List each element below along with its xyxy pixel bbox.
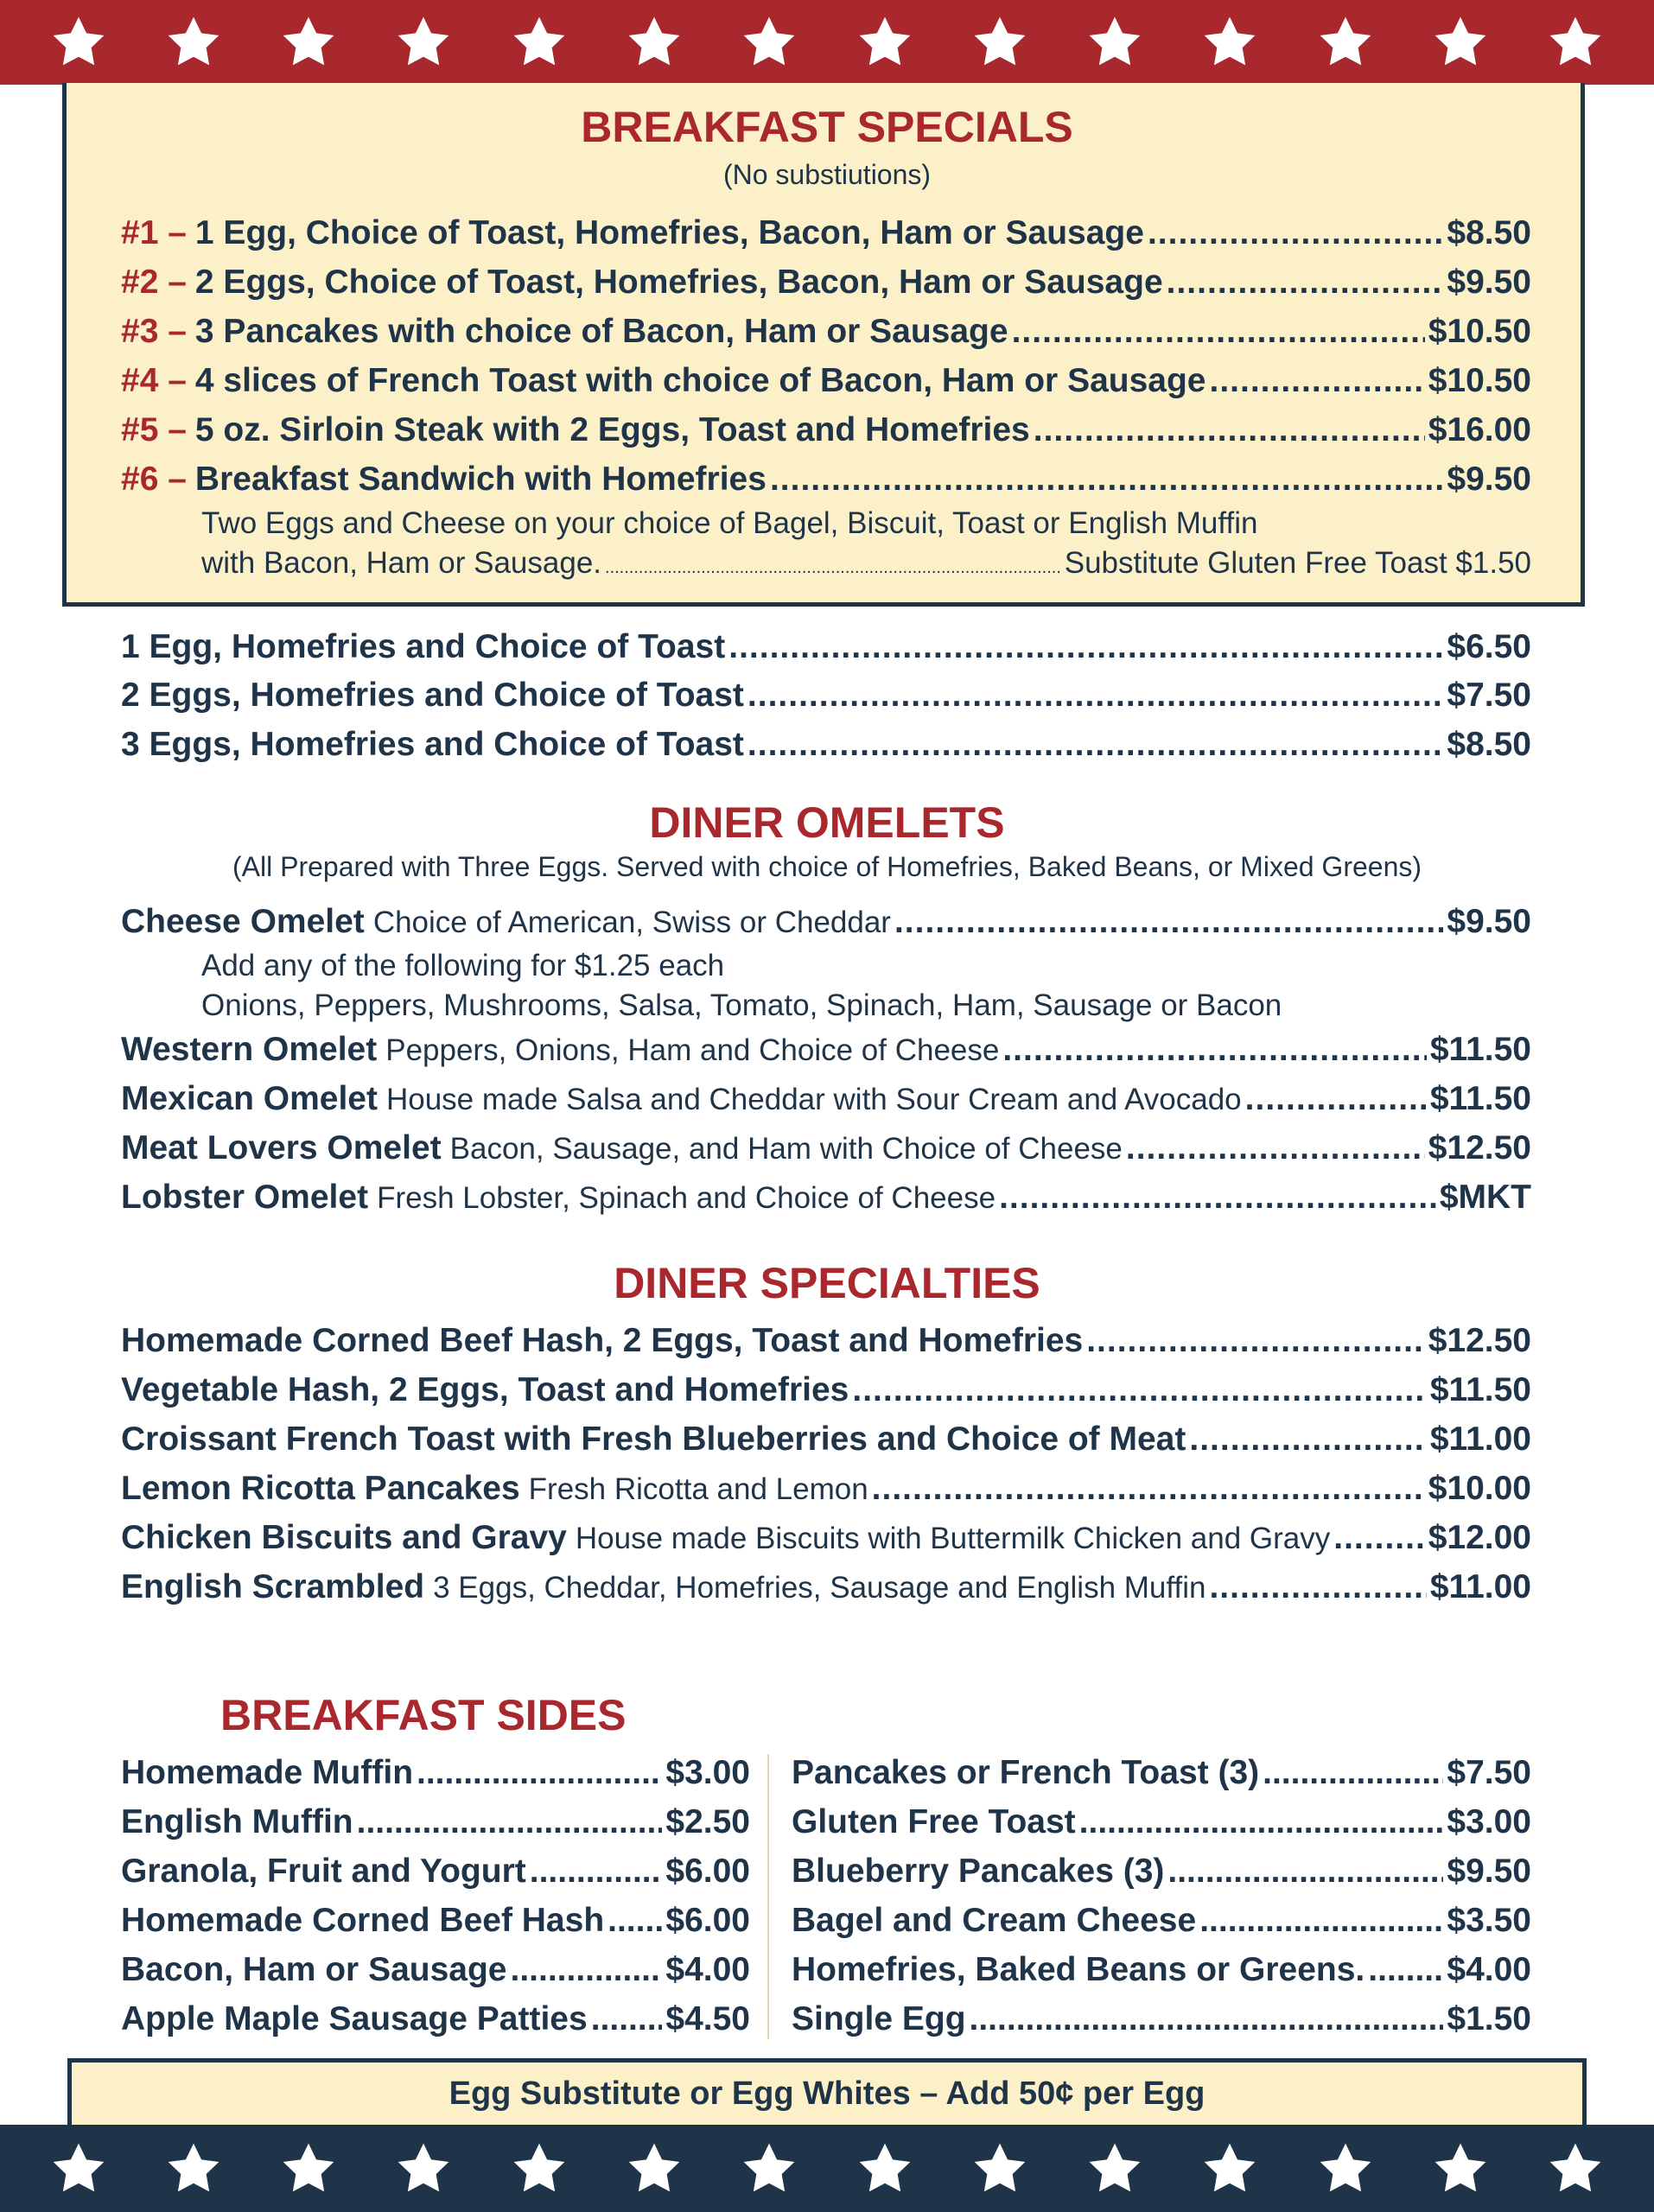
star-icon xyxy=(857,15,913,70)
specialty-desc: House made Biscuits with Buttermilk Chicken and Gravy xyxy=(575,1522,1331,1555)
omelet-price: $9.50 xyxy=(1447,903,1531,940)
dot-leader xyxy=(999,1179,1436,1217)
specialty-item-6 xyxy=(121,1568,1531,1615)
specialty-item-4 xyxy=(121,1470,1531,1516)
star-icon xyxy=(1318,2141,1373,2196)
dot-leader xyxy=(728,628,1443,666)
side-name: Homemade Muffin xyxy=(121,1754,414,1791)
omelet-item-3 xyxy=(121,1080,1531,1127)
bottom-star-band xyxy=(0,2125,1654,2212)
dot-leader xyxy=(1368,1951,1443,1989)
specialty-item-1 xyxy=(121,1322,1531,1369)
specialty-price: $12.00 xyxy=(1428,1519,1531,1556)
special-number: #3 – xyxy=(121,313,187,350)
sides-divider xyxy=(767,1754,769,2039)
side-name: English Muffin xyxy=(121,1803,353,1840)
egg-item-2 xyxy=(121,677,1531,723)
star-icon xyxy=(1548,2141,1603,2196)
special-number: #4 – xyxy=(121,362,187,399)
side-item-right-3 xyxy=(792,1853,1531,1899)
dot-leader xyxy=(1167,264,1444,302)
side-item-left-6 xyxy=(121,2000,750,2047)
specialty-price: $11.00 xyxy=(1429,1421,1531,1458)
special-number: #2 – xyxy=(121,264,187,301)
star-icon xyxy=(972,15,1027,70)
side-name: Homemade Corned Beef Hash xyxy=(121,1902,605,1939)
omelet-desc: Bacon, Sausage, and Ham with Choice of Cheese xyxy=(449,1132,1123,1166)
star-icon xyxy=(741,2141,797,2196)
special-item-3 xyxy=(121,313,1531,359)
dot-leader xyxy=(747,677,1443,715)
side-item-left-5 xyxy=(121,1951,750,1998)
special-name: 5 oz. Sirloin Steak with 2 Eggs, Toast and Homefries xyxy=(194,411,1030,448)
side-price: $9.50 xyxy=(1447,1853,1531,1890)
special-name: Breakfast Sandwich with Homefries xyxy=(194,461,767,498)
side-name: Bagel and Cream Cheese xyxy=(792,1902,1197,1939)
specialty-name: English Scrambled xyxy=(121,1568,425,1605)
omelet-addon-note: Add any of the following for $1.25 each xyxy=(201,949,725,982)
special-item-4 xyxy=(121,362,1531,409)
star-icon xyxy=(1087,2141,1142,2196)
star-icon xyxy=(396,2141,451,2196)
dot-leader xyxy=(591,2000,663,2038)
dot-leader xyxy=(1189,1421,1427,1459)
dot-leader xyxy=(852,1371,1426,1409)
dot-leader xyxy=(1210,362,1425,400)
specialty-item-2 xyxy=(121,1371,1531,1418)
special-number: #1 – xyxy=(121,214,187,251)
side-name: Bacon, Ham or Sausage xyxy=(121,1951,507,1988)
dot-leader xyxy=(970,2000,1444,2038)
side-price: $7.50 xyxy=(1447,1754,1531,1791)
omelet-desc: House made Salsa and Cheddar with Sour Cream and Avocado xyxy=(385,1083,1242,1116)
side-name: Apple Maple Sausage Patties xyxy=(121,2000,588,2037)
egg-substitute-note: Egg Substitute or Egg Whites – Add 50¢ per Egg xyxy=(67,2058,1587,2125)
dot-leader xyxy=(608,1902,662,1940)
star-icon xyxy=(627,2141,682,2196)
star-icon xyxy=(1318,15,1373,70)
specialty-item-3 xyxy=(121,1421,1531,1467)
side-price: $2.50 xyxy=(665,1803,750,1840)
dot-leader xyxy=(530,1853,663,1891)
star-icon xyxy=(281,2141,336,2196)
egg-price: $8.50 xyxy=(1447,726,1531,763)
omelet-price: $11.50 xyxy=(1429,1031,1531,1068)
specialty-price: $10.00 xyxy=(1428,1470,1531,1507)
omelet-item-2 xyxy=(121,1031,1531,1077)
special-name: 1 Egg, Choice of Toast, Homefries, Bacon, Ham or Sausage xyxy=(194,214,1144,251)
specialty-price: $11.50 xyxy=(1429,1371,1531,1408)
omelet-name: Cheese Omelet xyxy=(121,903,365,940)
side-price: $3.50 xyxy=(1447,1902,1531,1939)
special-item-2 xyxy=(121,264,1531,310)
omelet-name: Lobster Omelet xyxy=(121,1179,369,1216)
omelets-subtitle: (All Prepared with Three Eggs. Served with choice of Homefries, Baked Beans, or Mixed Greens) xyxy=(232,851,1422,882)
specialty-name: Croissant French Toast with Fresh Blueberries and Choice of Meat xyxy=(121,1421,1186,1458)
egg-price: $7.50 xyxy=(1447,677,1531,714)
dot-leader xyxy=(510,1951,662,1989)
special-price: $16.00 xyxy=(1428,411,1531,448)
dot-leader xyxy=(1245,1080,1427,1118)
dot-leader xyxy=(1034,411,1425,449)
specialty-desc: Fresh Ricotta and Lemon xyxy=(528,1472,868,1506)
star-icon xyxy=(972,2141,1027,2196)
side-item-right-2 xyxy=(792,1803,1531,1850)
dot-leader xyxy=(872,1470,1425,1508)
side-item-right-1 xyxy=(792,1754,1531,1801)
star-icon xyxy=(1433,2141,1488,2196)
star-icon xyxy=(512,2141,567,2196)
side-item-left-2 xyxy=(121,1803,750,1850)
omelet-item-4 xyxy=(121,1129,1531,1176)
side-price: $3.00 xyxy=(1447,1803,1531,1840)
side-price: $4.50 xyxy=(665,2000,750,2037)
star-icon xyxy=(627,15,682,70)
omelet-price: $11.50 xyxy=(1429,1080,1531,1117)
star-icon xyxy=(741,15,797,70)
sandwich-note-2: with Bacon, Ham or Sausage. xyxy=(201,546,602,580)
special-price: $10.50 xyxy=(1428,313,1531,350)
dot-leader xyxy=(1167,1853,1443,1891)
specialty-name: Vegetable Hash, 2 Eggs, Toast and Homefries xyxy=(121,1371,849,1408)
omelet-name: Western Omelet xyxy=(121,1031,378,1068)
star-icon xyxy=(396,15,451,70)
dot-leader xyxy=(1086,1322,1424,1360)
special-number: #5 – xyxy=(121,411,187,448)
special-number: #6 – xyxy=(121,461,187,498)
star-icon xyxy=(51,2141,106,2196)
omelet-name: Mexican Omelet xyxy=(121,1080,378,1117)
special-price: $10.50 xyxy=(1428,362,1531,399)
egg-item-3 xyxy=(121,726,1531,772)
star-icon xyxy=(1202,2141,1257,2196)
special-name: 2 Eggs, Choice of Toast, Homefries, Bacon, Ham or Sausage xyxy=(194,264,1163,301)
omelet-price: $12.50 xyxy=(1428,1129,1531,1166)
side-name: Granola, Fruit and Yogurt xyxy=(121,1853,526,1890)
side-price: $3.00 xyxy=(665,1754,750,1791)
special-item-1 xyxy=(121,214,1531,261)
star-icon xyxy=(512,15,567,70)
star-icon xyxy=(281,15,336,70)
special-item-6 xyxy=(121,461,1531,507)
specials-title: BREAKFAST SPECIALS xyxy=(581,103,1073,151)
specials-subtitle: (No substiutions) xyxy=(722,159,932,190)
special-price: $8.50 xyxy=(1447,214,1531,251)
omelet-addon-list: Onions, Peppers, Mushrooms, Salsa, Tomato, Spinach, Ham, Sausage or Bacon xyxy=(201,988,1282,1022)
dot-leader xyxy=(770,461,1443,499)
star-icon xyxy=(166,2141,221,2196)
dot-leader xyxy=(894,903,1443,941)
star-icon xyxy=(1548,15,1603,70)
top-star-band xyxy=(0,0,1654,85)
specialties-title: DINER SPECIALTIES xyxy=(614,1259,1040,1307)
special-name: 4 slices of French Toast with choice of Bacon, Ham or Sausage xyxy=(194,362,1206,399)
dot-leader xyxy=(1263,1754,1443,1792)
specialty-price: $11.00 xyxy=(1429,1568,1531,1605)
omelet-item-5 xyxy=(121,1179,1531,1225)
omelet-desc: Fresh Lobster, Spinach and Choice of Cheese xyxy=(377,1181,996,1215)
side-name: Gluten Free Toast xyxy=(792,1803,1076,1840)
gluten-free-note: Substitute Gluten Free Toast $1.50 xyxy=(1064,546,1531,580)
dot-leader xyxy=(357,1803,663,1841)
star-icon xyxy=(857,2141,913,2196)
side-item-right-4 xyxy=(792,1902,1531,1948)
omelet-price: $MKT xyxy=(1439,1179,1531,1216)
dot-leader xyxy=(747,726,1443,764)
egg-name: 2 Eggs, Homefries and Choice of Toast xyxy=(121,677,744,714)
omelet-item-1 xyxy=(121,903,1531,950)
omelet-desc: Choice of American, Swiss or Cheddar xyxy=(372,906,891,939)
side-item-left-4 xyxy=(121,1902,750,1948)
dot-leader xyxy=(1012,313,1425,351)
star-icon xyxy=(166,15,221,70)
omelet-desc: Peppers, Onions, Ham and Choice of Cheese xyxy=(385,1033,1000,1067)
special-item-5 xyxy=(121,411,1531,458)
dot-leader xyxy=(1333,1519,1424,1557)
dot-leader xyxy=(605,558,1061,578)
side-price: $6.00 xyxy=(665,1902,750,1939)
side-price: $6.00 xyxy=(665,1853,750,1890)
egg-item-1 xyxy=(121,628,1531,675)
side-item-left-3 xyxy=(121,1853,750,1899)
specialty-name: Chicken Biscuits and Gravy xyxy=(121,1519,567,1556)
star-icon xyxy=(1433,15,1488,70)
dot-leader xyxy=(417,1754,662,1792)
special-price: $9.50 xyxy=(1447,264,1531,301)
star-icon xyxy=(1087,15,1142,70)
side-name: Homefries, Baked Beans or Greens. xyxy=(792,1951,1365,1988)
egg-name: 3 Eggs, Homefries and Choice of Toast xyxy=(121,726,744,763)
side-name: Blueberry Pancakes (3) xyxy=(792,1853,1165,1890)
side-price: $4.00 xyxy=(665,1951,750,1988)
egg-name: 1 Egg, Homefries and Choice of Toast xyxy=(121,628,726,665)
side-price: $4.00 xyxy=(1447,1951,1531,1988)
specialty-name: Homemade Corned Beef Hash, 2 Eggs, Toast and Homefries xyxy=(121,1322,1084,1359)
special-price: $9.50 xyxy=(1447,461,1531,498)
star-icon xyxy=(51,15,106,70)
sandwich-note-row xyxy=(201,546,1531,589)
special-name: 3 Pancakes with choice of Bacon, Ham or Sausage xyxy=(194,313,1008,350)
sandwich-note: Two Eggs and Cheese on your choice of Bagel, Biscuit, Toast or English Muffin xyxy=(201,506,1258,540)
dot-leader xyxy=(1126,1129,1425,1167)
side-price: $1.50 xyxy=(1447,2000,1531,2037)
egg-price: $6.50 xyxy=(1447,628,1531,665)
side-item-right-5 xyxy=(792,1951,1531,1998)
dot-leader xyxy=(1209,1568,1426,1606)
sides-title: BREAKFAST SIDES xyxy=(220,1691,627,1739)
dot-leader xyxy=(1148,214,1443,252)
specialty-price: $12.50 xyxy=(1428,1322,1531,1359)
dot-leader xyxy=(1002,1031,1427,1069)
omelet-name: Meat Lovers Omelet xyxy=(121,1129,442,1166)
dot-leader xyxy=(1079,1803,1444,1841)
dot-leader xyxy=(1199,1902,1443,1940)
side-item-left-1 xyxy=(121,1754,750,1801)
star-icon xyxy=(1202,15,1257,70)
omelets-title: DINER OMELETS xyxy=(649,798,1005,847)
side-name: Pancakes or French Toast (3) xyxy=(792,1754,1260,1791)
specialty-item-5 xyxy=(121,1519,1531,1566)
side-item-right-6 xyxy=(792,2000,1531,2047)
specialty-desc: 3 Eggs, Cheddar, Homefries, Sausage and English Muffin xyxy=(433,1571,1206,1605)
specialty-name: Lemon Ricotta Pancakes xyxy=(121,1470,520,1507)
side-name: Single Egg xyxy=(792,2000,966,2037)
